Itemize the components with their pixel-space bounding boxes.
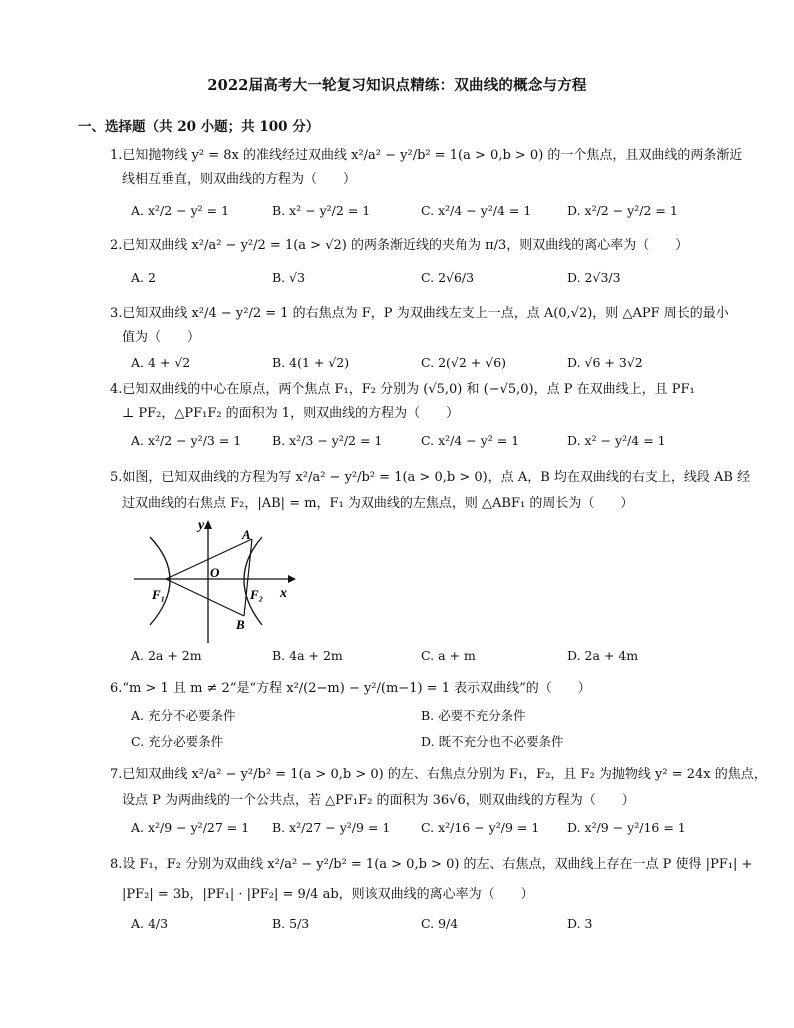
question-5-line2: 过双曲线的右焦点 F₂，|AB| = m，F₁ 为双曲线的左焦点，则 △ABF₁ 的周长为（ ） <box>122 496 634 511</box>
option-c[interactable]: C. a + m <box>421 648 476 663</box>
option-a[interactable]: A. 2a + 2m <box>131 648 202 663</box>
question-1-options <box>131 203 731 223</box>
question-4-options <box>131 433 731 453</box>
question-7-line2: 设点 P 为两曲线的一个公共点，若 △PF₁F₂ 的面积为 36√6，则双曲线的方程为（ ） <box>122 793 635 808</box>
option-c[interactable]: C. x²/16 − y²/9 = 1 <box>421 820 540 835</box>
question-3-line2: 值为（ ） <box>122 330 201 345</box>
option-b[interactable]: B. x² − y²/2 = 1 <box>272 203 371 218</box>
question-3-options <box>131 355 731 375</box>
origin-label: O <box>210 565 220 580</box>
option-d[interactable]: D. √6 + 3√2 <box>567 355 643 370</box>
question-8-options <box>131 916 731 936</box>
page-title: 2022届高考大一轮复习知识点精练：双曲线的概念与方程 <box>207 77 587 94</box>
section-heading: 一、选择题（共 20 小题；共 100 分） <box>78 119 320 135</box>
point-a-label: A <box>242 527 251 542</box>
option-d[interactable]: D. 2a + 4m <box>567 648 639 663</box>
question-5: 5.如图，已知双曲线的方程为写 x²/a² − y²/b² = 1(a > 0,b > 0)，点 A，B 均在双曲线的右支上，线段 AB 经 <box>110 470 751 485</box>
x-axis-label: x <box>280 586 287 601</box>
question-3: 3.已知双曲线 x²/4 − y²/2 = 1 的右焦点为 F，P 为双曲线左支上一点，点 A(0,√2)，则 △APF 周长的最小 <box>110 306 729 321</box>
question-7-options <box>131 820 731 840</box>
question-8-line2: |PF₂| = 3b，|PF₁| · |PF₂| = 9/4 ab，则该双曲线的离心率为（ ） <box>122 887 534 902</box>
option-a[interactable]: A. x²/2 − y² = 1 <box>131 203 230 218</box>
question-1-line2: 线相互垂直，则双曲线的方程为（ ） <box>122 172 357 187</box>
option-a[interactable]: A. 2 <box>131 270 156 285</box>
option-d[interactable]: D. 既不充分也不必要条件 <box>421 734 564 749</box>
option-c[interactable]: C. 9/4 <box>421 916 459 931</box>
option-d[interactable]: D. x²/9 − y²/16 = 1 <box>567 820 686 835</box>
option-b[interactable]: B. x²/3 − y²/2 = 1 <box>272 433 383 448</box>
question-1: 1.已知抛物线 y² = 8x 的准线经过双曲线 x²/a² − y²/b² = 1(a > 0,b > 0) 的一个焦点，且双曲线的两条渐近 <box>110 148 743 163</box>
question-4: 4.已知双曲线的中心在原点，两个焦点 F₁，F₂ 分别为 (√5,0) 和 (−√5,0)，点 P 在双曲线上，且 PF₁ <box>110 382 695 397</box>
option-a[interactable]: A. x²/2 − y²/3 = 1 <box>131 433 242 448</box>
point-b-label: B <box>236 617 245 632</box>
option-a[interactable]: A. 充分不必要条件 <box>131 708 236 723</box>
option-b[interactable]: B. √3 <box>272 270 306 285</box>
option-b[interactable]: B. 5/3 <box>272 916 310 931</box>
question-5-options <box>131 648 731 668</box>
focus-f2-label: F₂ <box>250 587 264 602</box>
focus-f1-label: F₁ <box>152 587 166 602</box>
question-4-line2: ⊥ PF₂，△PF₁F₂ 的面积为 1，则双曲线的方程为（ ） <box>122 406 460 421</box>
question-6: 6.“m > 1 且 m ≠ 2”是“方程 x²/(2−m) − y²/(m−1) = 1 表示双曲线”的（ ） <box>110 681 591 696</box>
question-2: 2.已知双曲线 x²/a² − y²/2 = 1(a > √2) 的两条渐近线的夹角为 π/3，则双曲线的离心率为（ ） <box>110 238 689 253</box>
hyperbola-figure <box>128 517 298 645</box>
option-c[interactable]: C. 2(√2 + √6) <box>421 355 507 370</box>
option-b[interactable]: B. x²/27 − y²/9 = 1 <box>272 820 391 835</box>
question-6-options-row1 <box>131 706 731 726</box>
option-c[interactable]: C. 充分必要条件 <box>131 734 224 749</box>
option-a[interactable]: A. x²/9 − y²/27 = 1 <box>131 820 250 835</box>
option-b[interactable]: B. 4a + 2m <box>272 648 343 663</box>
option-b[interactable]: B. 必要不充分条件 <box>421 708 526 723</box>
option-a[interactable]: A. 4 + √2 <box>131 355 191 370</box>
question-2-options <box>131 270 731 290</box>
y-axis-label: y <box>198 518 205 533</box>
option-a[interactable]: A. 4/3 <box>131 916 169 931</box>
option-d[interactable]: D. 3 <box>567 916 593 931</box>
option-d[interactable]: D. 2√3/3 <box>567 270 621 285</box>
option-d[interactable]: D. x²/2 − y²/2 = 1 <box>567 203 678 218</box>
option-c[interactable]: C. x²/4 − y² = 1 <box>421 433 520 448</box>
option-d[interactable]: D. x² − y²/4 = 1 <box>567 433 666 448</box>
question-6-options-row2 <box>131 732 731 752</box>
option-c[interactable]: C. x²/4 − y²/4 = 1 <box>421 203 532 218</box>
question-7: 7.已知双曲线 x²/a² − y²/b² = 1(a > 0,b > 0) 的左、右焦点分别为 F₁，F₂，且 F₂ 为抛物线 y² = 24x 的焦点， <box>110 767 767 782</box>
question-8: 8.设 F₁，F₂ 分别为双曲线 x²/a² − y²/b² = 1(a > 0,b > 0) 的左、右焦点，双曲线上存在一点 P 使得 |PF₁| + <box>110 857 753 872</box>
option-c[interactable]: C. 2√6/3 <box>421 270 475 285</box>
option-b[interactable]: B. 4(1 + √2) <box>272 355 350 370</box>
